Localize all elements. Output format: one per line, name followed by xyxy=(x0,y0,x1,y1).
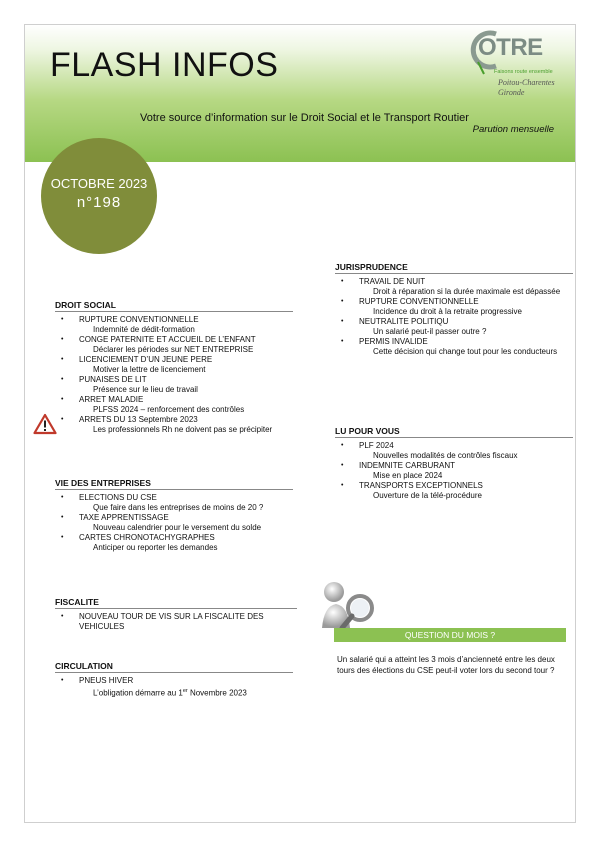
list-item[interactable]: • TRAVAIL DE NUIT Droit à réparation si la durée maximale est dépassée xyxy=(341,277,561,296)
magnifier-person-icon xyxy=(316,578,386,634)
section-heading: JURISPRUDENCE xyxy=(335,262,573,274)
section-heading: DROIT SOCIAL xyxy=(55,300,293,312)
logo-name: OTRE xyxy=(478,34,543,61)
section-heading: VIE DES ENTREPRISES xyxy=(55,478,293,490)
parution-label: Parution mensuelle xyxy=(472,124,554,135)
list-item[interactable]: • PERMIS INVALIDE Cette décision qui change tout pour les conducteurs xyxy=(341,337,558,356)
section-circulation xyxy=(55,661,293,699)
section-vie-entreprises xyxy=(55,478,293,553)
section-fiscalite xyxy=(55,597,297,632)
section-heading: FISCALITE xyxy=(55,597,297,609)
logo-tagline: Faisons route ensemble xyxy=(494,69,553,75)
list-item[interactable]: • ELECTIONS DU CSE Que faire dans les entreprises de moins de 20 ? xyxy=(61,493,264,512)
list-item[interactable]: • TRANSPORTS EXCEPTIONNELS Ouverture de la télé-procédure xyxy=(341,481,483,500)
question-heading: QUESTION DU MOIS ? xyxy=(334,628,566,642)
list-item[interactable]: • NOUVEAU TOUR DE VIS SUR LA FISCALITE DES VEHICULES xyxy=(61,612,264,631)
section-heading: LU POUR VOUS xyxy=(335,426,573,438)
list-item[interactable]: • CONGE PATERNITE ET ACCUEIL DE L’ENFANT Déclarer les périodes sur NET ENTREPRISE xyxy=(61,335,256,354)
logo-region: Gironde xyxy=(498,88,525,97)
list-item[interactable]: • NEUTRALITE POLITIQU Un salarié peut-il passer outre ? xyxy=(341,317,487,336)
list-item[interactable]: • RUPTURE CONVENTIONNELLE Indemnité de dédit-formation xyxy=(61,315,199,334)
list-item[interactable]: • ARRETS DU 13 Septembre 2023 Les professionnels Rh ne doivent pas se précipiter xyxy=(61,415,273,434)
list-item[interactable]: • TAXE APPRENTISSAGE Nouveau calendrier pour le versement du solde xyxy=(61,513,262,532)
list-item[interactable]: • ARRET MALADIE PLFSS 2024 – renforcement des contrôles xyxy=(61,395,245,414)
header-subtitle: Votre source d’information sur le Droit Social et le Transport Routier xyxy=(140,112,469,124)
list-item[interactable]: • PNEUS HIVER L’obligation démarre au 1er Novembre 2023 xyxy=(61,676,247,698)
section-jurisprudence xyxy=(335,262,573,357)
page-title: FLASH INFOS xyxy=(50,46,279,84)
issue-badge xyxy=(41,138,157,254)
list-item[interactable]: • CARTES CHRONOTACHYGRAPHES Anticiper ou reporter les demandes xyxy=(61,533,218,552)
question-text: Un salarié qui a atteint les 3 mois d’ancienneté entre les deux tours des élections du CSE peut-il voter lors du second tour ? xyxy=(337,655,555,675)
list-item[interactable]: • INDEMNITE CARBURANT Mise en place 2024 xyxy=(341,461,456,480)
logo-region: Poitou-Charentes xyxy=(498,78,555,87)
list-item[interactable]: • RUPTURE CONVENTIONNELLE Incidence du droit à la retraite progressive xyxy=(341,297,522,316)
section-heading: CIRCULATION xyxy=(55,661,293,673)
otre-logo xyxy=(466,28,570,108)
list-item[interactable]: • PLF 2024 Nouvelles modalités de contrôles fiscaux xyxy=(341,441,518,460)
section-droit-social xyxy=(55,300,293,435)
issue-number: n°198 xyxy=(76,194,122,211)
list-item[interactable]: • LICENCIEMENT D’UN JEUNE PERE Motiver la lettre de licenciement xyxy=(61,355,213,374)
section-lu-pour-vous xyxy=(335,426,573,501)
list-item[interactable]: • PUNAISES DE LIT Présence sur le lieu de travail xyxy=(61,375,198,394)
warning-icon xyxy=(33,413,57,435)
issue-month: OCTOBRE 2023 xyxy=(50,176,148,191)
